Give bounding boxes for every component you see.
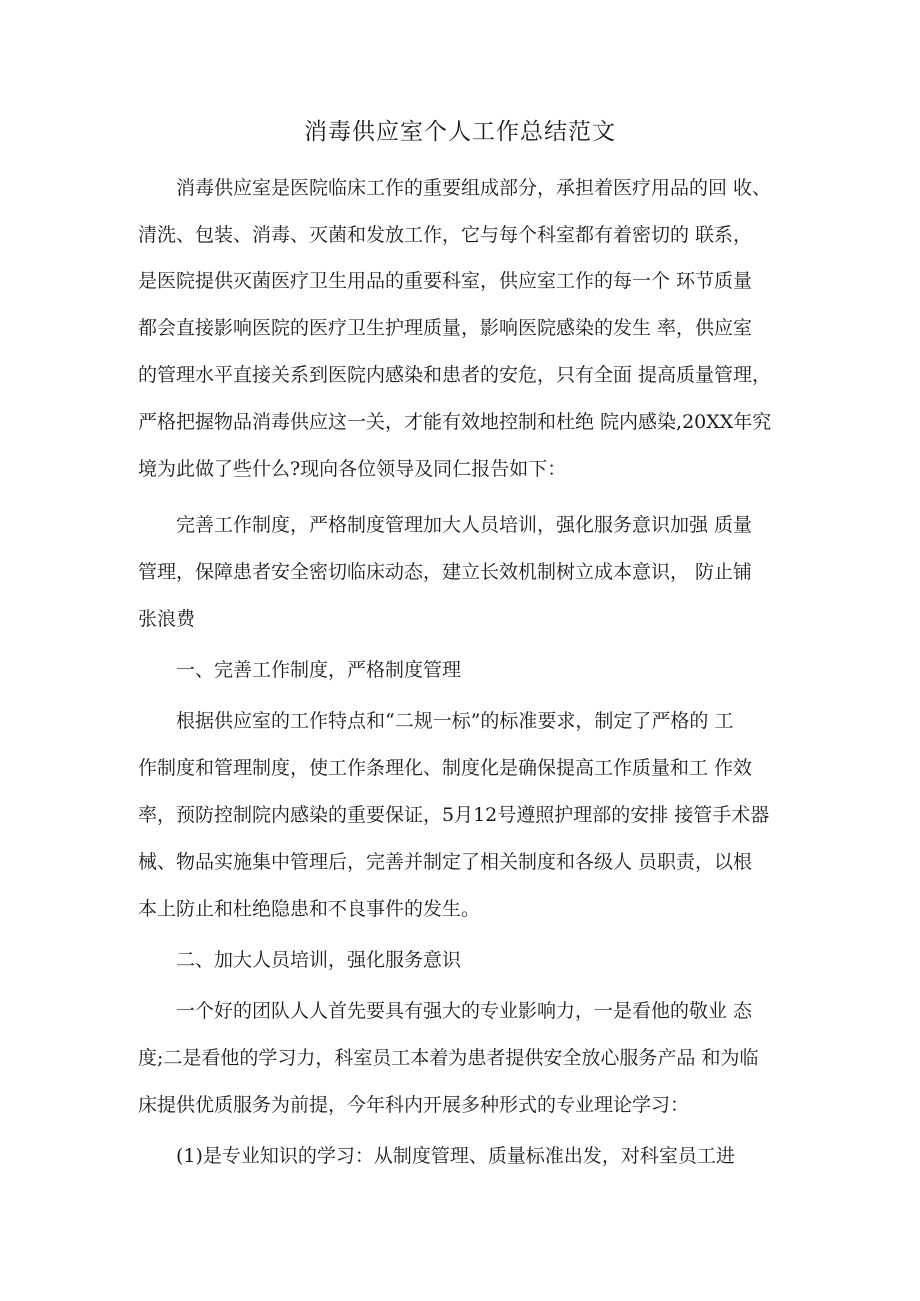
paragraph-line: 床提供优质服务为前提，今年科内开展多种形式的专业理论学习： <box>138 1094 690 1116</box>
document-title: 消毒供应室个人工作总结范文 <box>304 119 616 145</box>
paragraph-line: 严格把握物品消毒供应这一关，才能有效地控制和杜绝 院内感染,20XX年究 <box>138 411 772 433</box>
paragraph-line: 境为此做了些什么?现向各位领导及同仁报告如下： <box>138 458 567 480</box>
paragraph-line: 管理，保障患者安全密切临床动态，建立长效机制树立成本意识， 防止铺 <box>138 561 753 583</box>
paragraph-line: 消毒供应室是医院临床工作的重要组成部分，承担着医疗用品的回 收、 <box>176 177 772 199</box>
paragraph-line: 械、物品实施集中管理后，完善并制定了相关制度和各级人 员职责，以根 <box>138 851 753 873</box>
paragraph-line: 一个好的团队人人首先要具有强大的专业影响力，一是看他的敬业 态 <box>176 1000 753 1022</box>
paragraph-line: (1)是专业知识的学习：从制度管理、质量标准出发，对科室员工进 <box>176 1145 735 1167</box>
paragraph-line: 完善工作制度，严格制度管理加大人员培训，强化服务意识加强 质量 <box>176 514 753 536</box>
section-heading: 一、完善工作制度，严格制度管理 <box>176 659 462 681</box>
paragraph-line: 清洗、包装、消毒、灭菌和发放工作，它与每个科室都有着密切的 联系， <box>138 224 753 246</box>
paragraph-line: 张浪费 <box>138 608 196 630</box>
paragraph-line: 率，预防控制院内感染的重要保证，5月12号遵照护理部的安排 接管手术器 <box>138 804 770 826</box>
paragraph-line: 度;二是看他的学习力，科室员工本着为患者提供安全放心服务产品 和为临 <box>138 1047 759 1069</box>
paragraph-line: 都会直接影响医院的医疗卫生护理质量，影响医院感染的发生 率，供应室 <box>138 317 753 339</box>
paragraph-line: 本上防止和杜绝隐患和不良事件的发生。 <box>138 898 481 920</box>
paragraph-line: 作制度和管理制度，使工作条理化、制度化是确保提高工作质量和工 作效 <box>138 757 753 779</box>
paragraph-line: 的管理水平直接关系到医院内感染和患者的安危，只有全面 提高质量管理， <box>138 364 772 386</box>
paragraph-line: 是医院提供灭菌医疗卫生用品的重要科室，供应室工作的每一个 环节质量 <box>138 270 753 292</box>
section-heading: 二、加大人员培训，强化服务意识 <box>176 949 462 971</box>
paragraph-line: 根据供应室的工作特点和“二规一标”的标准要求，制定了严格的 工 <box>176 710 734 732</box>
